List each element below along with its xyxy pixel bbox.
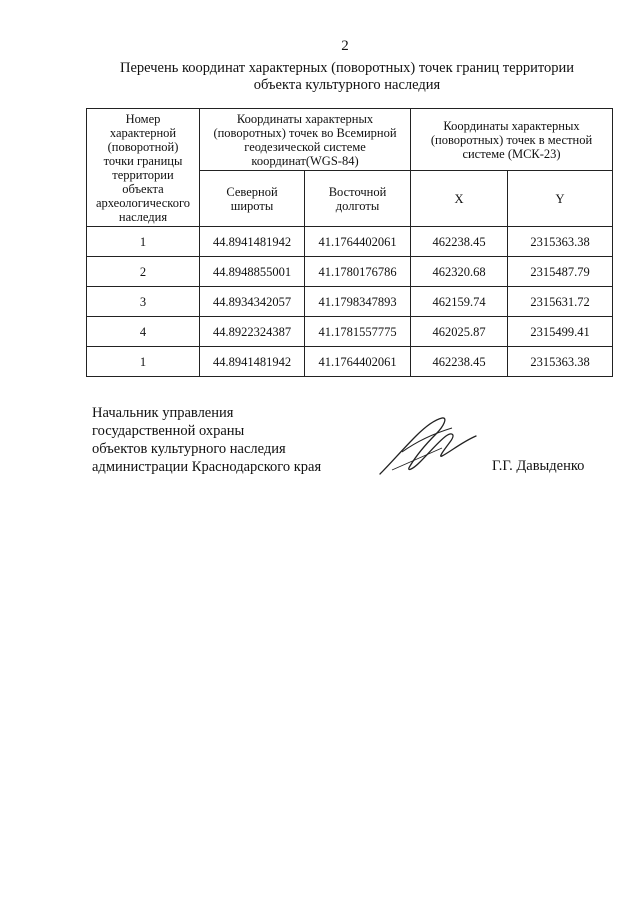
table-row <box>87 257 613 287</box>
cell-x: 462025.87 <box>411 317 508 347</box>
cell-x: 462238.45 <box>411 347 508 377</box>
subheader-north-latitude <box>200 171 305 227</box>
header-text: характерной <box>109 125 177 140</box>
subheader-x: X <box>411 171 508 227</box>
cell-longitude: 41.1764402061 <box>305 227 411 257</box>
cell-point-number: 3 <box>87 287 200 317</box>
header-text: долготы <box>335 198 380 213</box>
header-text: системе (МСК-23) <box>462 146 561 161</box>
header-text: Северной <box>226 184 278 199</box>
cell-y: 2315487.79 <box>508 257 613 287</box>
header-text: широты <box>230 198 274 213</box>
header-text: Восточной <box>328 184 387 199</box>
header-text: (поворотных) точек во Всемирной <box>213 125 397 140</box>
header-text: наследия <box>118 209 168 224</box>
header-text: объекта <box>122 181 164 196</box>
header-text: Номер <box>125 111 161 126</box>
subheader-east-longitude <box>305 171 411 227</box>
header-text: Координаты характерных <box>443 118 580 133</box>
header-text: Координаты характерных <box>236 111 374 126</box>
cell-y: 2315631.72 <box>508 287 613 317</box>
header-wgs84 <box>200 109 411 171</box>
table-row <box>87 347 613 377</box>
table-row <box>87 317 613 347</box>
cell-longitude: 41.1781557775 <box>305 317 411 347</box>
position-line: Начальник управления <box>92 405 234 421</box>
cell-x: 462159.74 <box>411 287 508 317</box>
cell-y: 2315499.41 <box>508 317 613 347</box>
cell-point-number: 4 <box>87 317 200 347</box>
cell-point-number: 1 <box>87 227 200 257</box>
cell-latitude: 44.8941481942 <box>200 227 305 257</box>
position-line: государственной охраны <box>92 423 245 439</box>
header-point-number <box>87 109 200 227</box>
document-title <box>92 60 602 94</box>
table-row <box>87 287 613 317</box>
cell-y: 2315363.38 <box>508 227 613 257</box>
title-line-1: Перечень координат характерных (поворотных) точек границ территории <box>119 60 575 76</box>
cell-longitude: 41.1798347893 <box>305 287 411 317</box>
cell-latitude: 44.8941481942 <box>200 347 305 377</box>
signatory-position <box>92 404 321 476</box>
header-text: координат(WGS-84) <box>251 153 359 168</box>
header-text: (поворотной) <box>107 139 179 154</box>
cell-latitude: 44.8922324387 <box>200 317 305 347</box>
cell-latitude: 44.8948855001 <box>200 257 305 287</box>
header-text: территории <box>112 167 174 182</box>
title-line-2: объекта культурного наследия <box>253 77 441 93</box>
cell-y: 2315363.38 <box>508 347 613 377</box>
cell-point-number: 2 <box>87 257 200 287</box>
position-line: администрации Краснодарского края <box>92 459 322 475</box>
cell-point-number: 1 <box>87 347 200 377</box>
cell-x: 462320.68 <box>411 257 508 287</box>
page-number: 2 <box>341 38 349 54</box>
header-text: (поворотных) точек в местной <box>430 132 593 147</box>
coordinates-table <box>86 108 613 377</box>
table-row <box>87 227 613 257</box>
cell-latitude: 44.8934342057 <box>200 287 305 317</box>
header-msk23 <box>411 109 613 171</box>
header-text: археологического <box>95 195 191 210</box>
cell-x: 462238.45 <box>411 227 508 257</box>
signer-name: Г.Г. Давыденко <box>492 458 585 474</box>
header-text: точки границы <box>103 153 183 168</box>
cell-longitude: 41.1764402061 <box>305 347 411 377</box>
cell-longitude: 41.1780176786 <box>305 257 411 287</box>
handwritten-signature <box>372 412 482 482</box>
header-text: геодезической системе <box>244 139 366 154</box>
subheader-y: Y <box>508 171 613 227</box>
position-line: объектов культурного наследия <box>92 441 286 457</box>
